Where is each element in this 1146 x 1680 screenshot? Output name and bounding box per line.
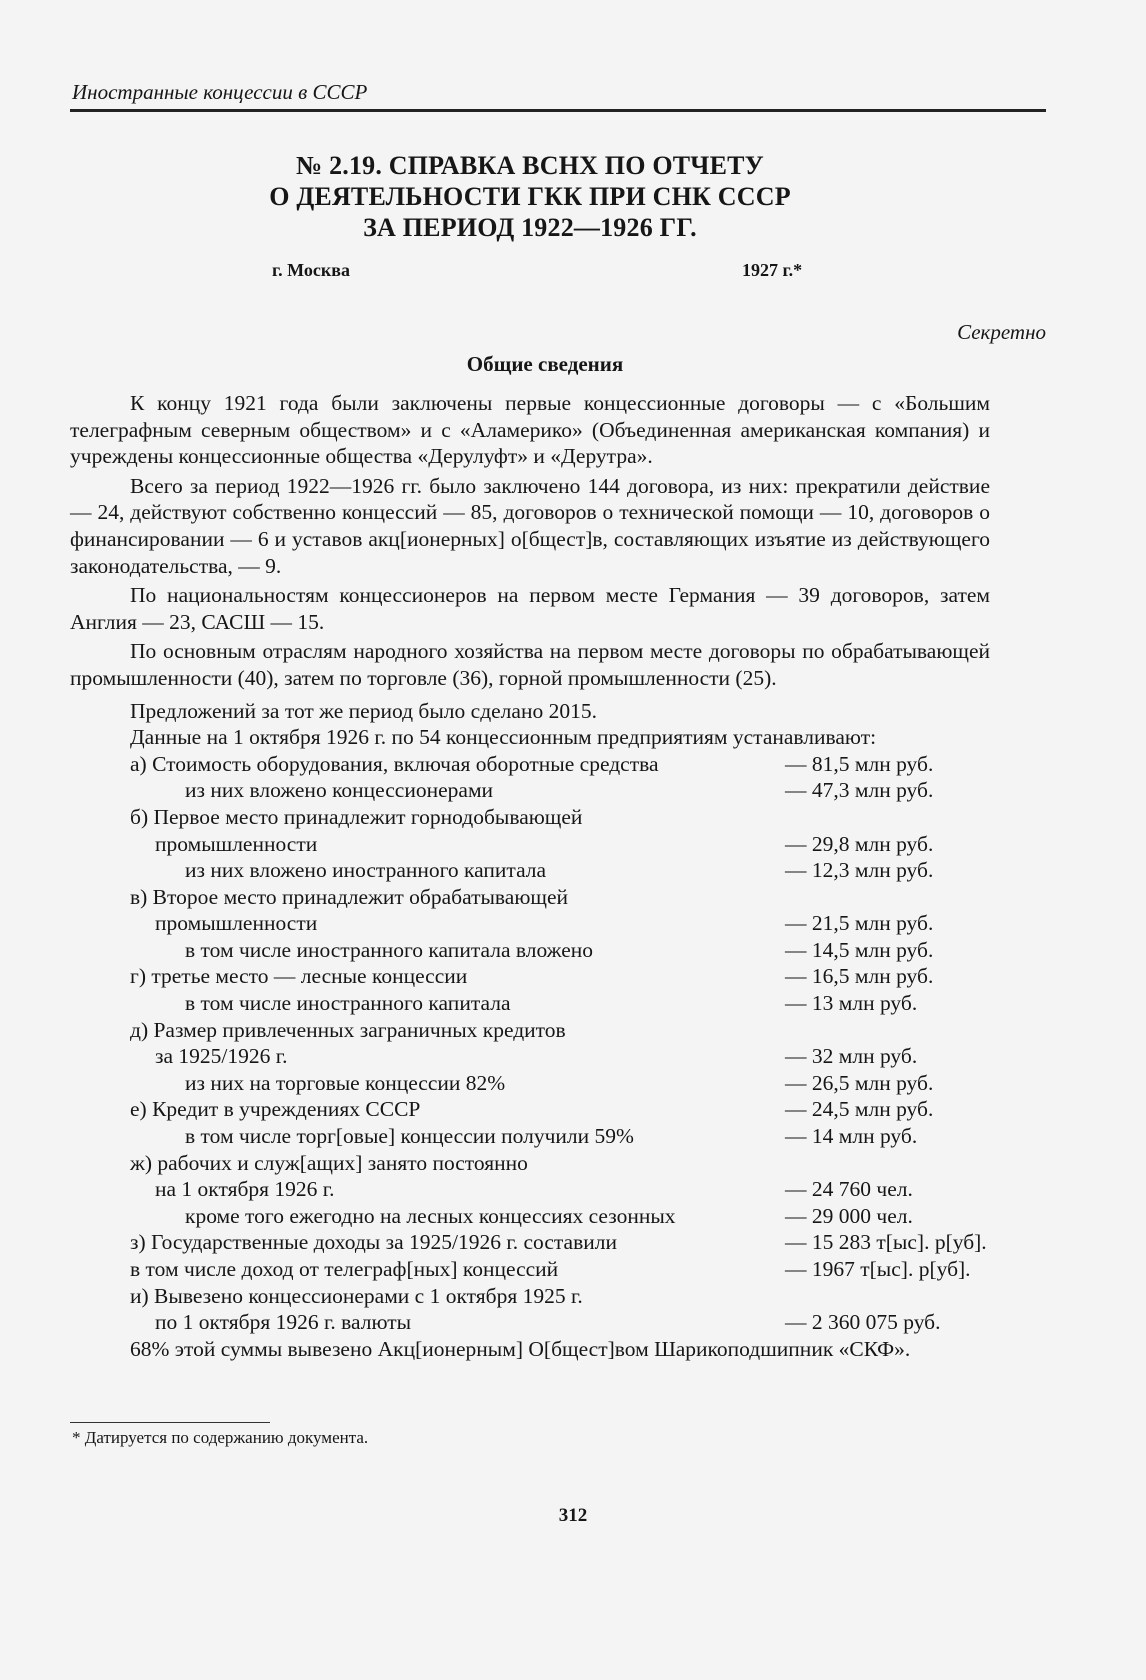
row-label: за 1925/1926 г.	[155, 1044, 288, 1069]
row-label: е) Кредит в учреждениях СССР	[130, 1097, 421, 1122]
list-row	[70, 1176, 990, 1203]
place: г. Москва	[272, 260, 350, 280]
footnote-rule	[70, 1422, 270, 1423]
row-value: — 15 283 т[ыс]. р[уб].	[785, 1230, 987, 1255]
list-row	[70, 857, 990, 884]
title-line: ЗА ПЕРИОД 1922—1926 ГГ.	[363, 213, 697, 242]
list-row	[70, 1283, 990, 1310]
running-header: Иностранные концессии в СССР	[72, 80, 368, 104]
paragraph: К концу 1921 года были заключены первые концессионные договоры — с «Большим телеграфным северным обществом» и с «Аламерико» (Объединенная американская компания) и учреждены концессионные общества «Дерулуфт» и «Дерутра».	[70, 391, 990, 469]
row-value: — 32 млн руб.	[785, 1044, 918, 1069]
document-body	[70, 390, 990, 1362]
list-row	[70, 1203, 990, 1230]
row-label: д) Размер привлеченных заграничных кредитов	[130, 1017, 566, 1042]
footnote: * Датируется по содержанию документа.	[72, 1428, 369, 1447]
row-label: кроме того ежегодно на лесных концессиях сезонных	[185, 1203, 676, 1228]
row-label: в) Второе место принадлежит обрабатывающей	[130, 884, 569, 909]
list-row	[70, 831, 990, 858]
row-value: — 13 млн руб.	[785, 991, 918, 1016]
row-value: — 24,5 млн руб.	[785, 1097, 934, 1122]
row-value: — 16,5 млн руб.	[785, 964, 934, 989]
row-value: — 2 360 075 руб.	[785, 1310, 941, 1335]
row-label: промышленности	[155, 831, 318, 856]
list-row	[70, 777, 990, 804]
list-row	[70, 1256, 990, 1283]
row-value: — 1967 т[ыс]. р[уб].	[785, 1257, 971, 1281]
page-number: 312	[558, 1505, 588, 1526]
row-label: Предложений за тот же период было сделано 2015.	[130, 698, 597, 723]
row-label: Данные на 1 октября 1926 г. по 54 концессионным предприятиям устанавливают:	[130, 725, 877, 750]
row-label: г) третье место — лесные концессии	[130, 964, 468, 989]
list-row	[70, 1017, 990, 1044]
classification: Секретно	[957, 320, 1046, 344]
row-label: в том числе торг[овые] концессии получили 59%	[185, 1124, 634, 1149]
list-row	[70, 698, 990, 725]
row-label: в том числе иностранного капитала вложено	[185, 937, 594, 962]
row-label: а) Стоимость оборудования, включая оборотные средства	[130, 751, 659, 776]
list-row	[70, 1070, 990, 1097]
paragraph: По основным отраслям народного хозяйства на первом месте договоры по обрабатывающей промышленности (40), затем по торговле (36), горной промышленности (25).	[70, 639, 990, 690]
title-line: О ДЕЯТЕЛЬНОСТИ ГКК ПРИ СНК СССР	[269, 182, 791, 211]
list-row	[70, 1150, 990, 1177]
row-label: из них вложено концессионерами	[185, 778, 494, 803]
row-value: — 29 000 чел.	[785, 1203, 913, 1228]
row-label: на 1 октября 1926 г.	[155, 1177, 335, 1202]
list-row	[70, 910, 990, 937]
row-value: — 24 760 чел.	[785, 1177, 913, 1202]
title-line: № 2.19. СПРАВКА ВСНХ ПО ОТЧЕТУ	[296, 151, 764, 180]
list-row	[70, 724, 990, 751]
row-value: — 14 млн руб.	[785, 1124, 918, 1149]
row-label: по 1 октября 1926 г. валюты	[155, 1310, 412, 1335]
list-row	[70, 751, 990, 778]
row-value: — 26,5 млн руб.	[785, 1070, 934, 1095]
row-value: — 47,3 млн руб.	[785, 778, 934, 803]
list-row	[70, 1096, 990, 1123]
list-row	[70, 1309, 990, 1336]
row-value: — 21,5 млн руб.	[785, 911, 934, 936]
list-row	[70, 937, 990, 964]
row-label: в том числе доход от телеграф[ных] концессий	[130, 1257, 559, 1281]
row-value: — 29,8 млн руб.	[785, 831, 934, 856]
list-row	[70, 963, 990, 990]
list-row	[70, 1043, 990, 1070]
row-label: из них вложено иностранного капитала	[185, 858, 547, 883]
row-label: б) Первое место принадлежит горнодобывающей	[130, 804, 583, 829]
header-rule	[70, 109, 1046, 112]
section-heading: Общие сведения	[466, 352, 624, 376]
row-label: из них на торговые концессии 82%	[185, 1070, 506, 1095]
row-label: з) Государственные доходы за 1925/1926 г. составили	[130, 1230, 617, 1255]
list-row	[70, 990, 990, 1017]
row-label: ж) рабочих и служ[ащих] занято постоянно	[130, 1150, 528, 1175]
row-label: 68% этой суммы вывезено Акц[ионерным] О[бщест]вом Шарикоподшипник «СКФ».	[130, 1336, 911, 1361]
paragraph: Всего за период 1922—1926 гг. было заключено 144 договора, из них: прекратили действие — 24, действуют собственно концессий — 85, договоров о технической помощи — 10, договоров о финансировании — 6 и уставов акц[ионерных] о[бщест]в, составляющих изъятие из действующего законодательства, — 9.	[70, 473, 990, 578]
row-value: — 81,5 млн руб.	[785, 751, 934, 776]
row-label: в том числе иностранного капитала	[185, 991, 511, 1016]
list-row	[70, 1229, 990, 1256]
document-title	[0, 150, 1060, 243]
list-row	[70, 1123, 990, 1150]
row-value: — 12,3 млн руб.	[785, 858, 934, 883]
row-label: промышленности	[155, 911, 318, 936]
list-row	[70, 1336, 990, 1363]
paragraph: По национальностям концессионеров на первом месте Германия — 39 договоров, затем Англия — 23, САСШ — 15.	[70, 583, 990, 634]
list-row	[70, 884, 990, 911]
list-row	[70, 804, 990, 831]
row-value: — 14,5 млн руб.	[785, 937, 934, 962]
date: 1927 г.*	[742, 260, 803, 280]
row-label: и) Вывезено концессионерами с 1 октября 1925 г.	[130, 1283, 583, 1308]
